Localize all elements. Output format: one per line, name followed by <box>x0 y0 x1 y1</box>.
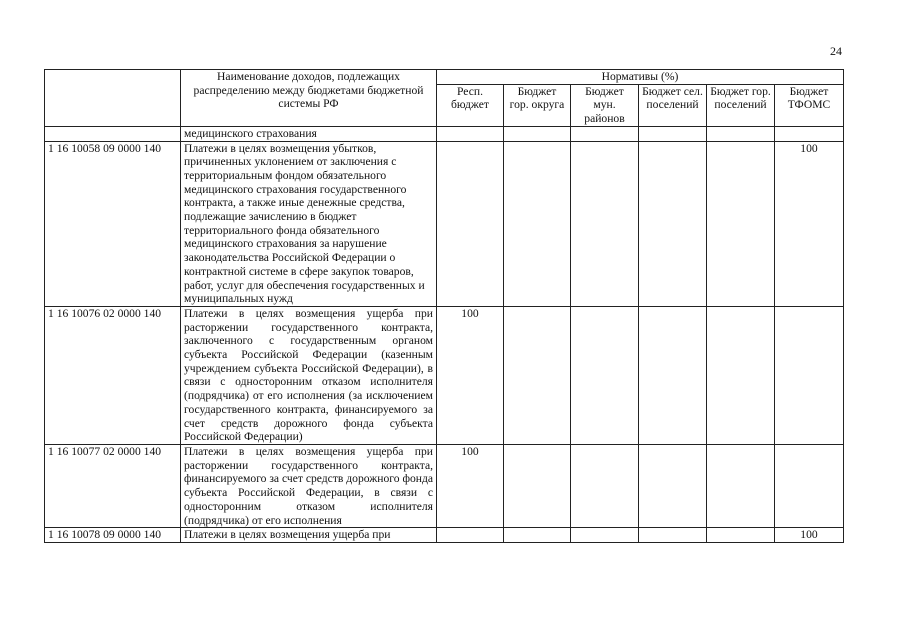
table-row <box>45 126 844 141</box>
row-value-urban-settlement <box>707 528 775 543</box>
row-value-city-district <box>504 306 571 444</box>
row-value-city-district <box>504 444 571 527</box>
row-value-tfoms <box>775 126 844 141</box>
row-value-municipal-district <box>571 126 639 141</box>
row-value-resp <box>437 126 504 141</box>
table-row <box>45 528 844 543</box>
page-number: 24 <box>830 44 842 58</box>
row-value-resp <box>437 528 504 543</box>
row-value-urban-settlement <box>707 141 775 306</box>
row-value-city-district <box>504 126 571 141</box>
row-value-municipal-district <box>571 306 639 444</box>
header-normatives-group: Нормативы (%) <box>437 70 844 85</box>
row-value-resp <box>437 141 504 306</box>
header-col-city-district-budget: Бюджет гор. округа <box>504 84 571 126</box>
row-code <box>45 126 181 141</box>
row-name: Платежи в целях возмещения ущерба при <box>181 528 437 543</box>
row-value-urban-settlement <box>707 126 775 141</box>
header-col-municipal-district-budget: Бюджет мун. районов <box>571 84 639 126</box>
table-row <box>45 306 844 444</box>
row-value-tfoms <box>775 444 844 527</box>
row-value-urban-settlement <box>707 306 775 444</box>
row-value-rural-settlement <box>639 528 707 543</box>
table-row <box>45 444 844 527</box>
header-code-cell <box>45 70 181 127</box>
row-code: 1 16 10076 02 0000 140 <box>45 306 181 444</box>
row-value-municipal-district <box>571 528 639 543</box>
header-col-resp-budget: Респ. бюджет <box>437 84 504 126</box>
row-value-municipal-district <box>571 444 639 527</box>
row-name: Платежи в целях возмещения ущерба при расторжении государственного контракта, заключенного с государственным органом субъекта Российской Федерации (казенным учреждением субъекта Российской Федерации), в связи с односторонним отказом исполнителя (подрядчика) от его исполнения (за исключением государственного контракта, финансируемого за счет средств дорожного фонда субъекта Российской Федерации) <box>181 306 437 444</box>
row-code: 1 16 10058 09 0000 140 <box>45 141 181 306</box>
row-value-city-district <box>504 141 571 306</box>
row-value-rural-settlement <box>639 141 707 306</box>
row-value-rural-settlement <box>639 306 707 444</box>
row-value-city-district <box>504 528 571 543</box>
row-value-tfoms <box>775 306 844 444</box>
row-value-rural-settlement <box>639 126 707 141</box>
header-col-rural-settlement-budget: Бюджет сел. поселений <box>639 84 707 126</box>
row-code: 1 16 10077 02 0000 140 <box>45 444 181 527</box>
row-code: 1 16 10078 09 0000 140 <box>45 528 181 543</box>
row-value-urban-settlement <box>707 444 775 527</box>
row-name: медицинского страхования <box>181 126 437 141</box>
row-value-tfoms: 100 <box>775 141 844 306</box>
row-name: Платежи в целях возмещения ущерба при расторжении государственного контракта, финансируемого за счет средств дорожного фонда субъекта Российской Федерации, в связи с односторонним отказом исполнителя (подрядчика) от его исполнения <box>181 444 437 527</box>
row-value-municipal-district <box>571 141 639 306</box>
row-value-rural-settlement <box>639 444 707 527</box>
header-col-urban-settlement-budget: Бюджет гор. поселений <box>707 84 775 126</box>
header-income-name: Наименование доходов, подлежащих распределению между бюджетами бюджетной системы РФ <box>181 70 437 127</box>
row-value-resp: 100 <box>437 306 504 444</box>
row-value-resp: 100 <box>437 444 504 527</box>
header-col-tfoms-budget: Бюджет ТФОМС <box>775 84 844 126</box>
row-name: Платежи в целях возмещения убытков, причиненных уклонением от заключения с территориальным фондом обязательного медицинского страхования государственного контракта, а также иные денежные средства, подлежащие зачислению в бюджет территориального фонда обязательного медицинского страхования за нарушение законодательства Российской Федерации о контрактной системе в сфере закупок товаров, работ, услуг для обеспечения государственных и муниципальных нужд <box>181 141 437 306</box>
table-row <box>45 141 844 306</box>
row-value-tfoms: 100 <box>775 528 844 543</box>
income-distribution-table <box>44 69 844 543</box>
